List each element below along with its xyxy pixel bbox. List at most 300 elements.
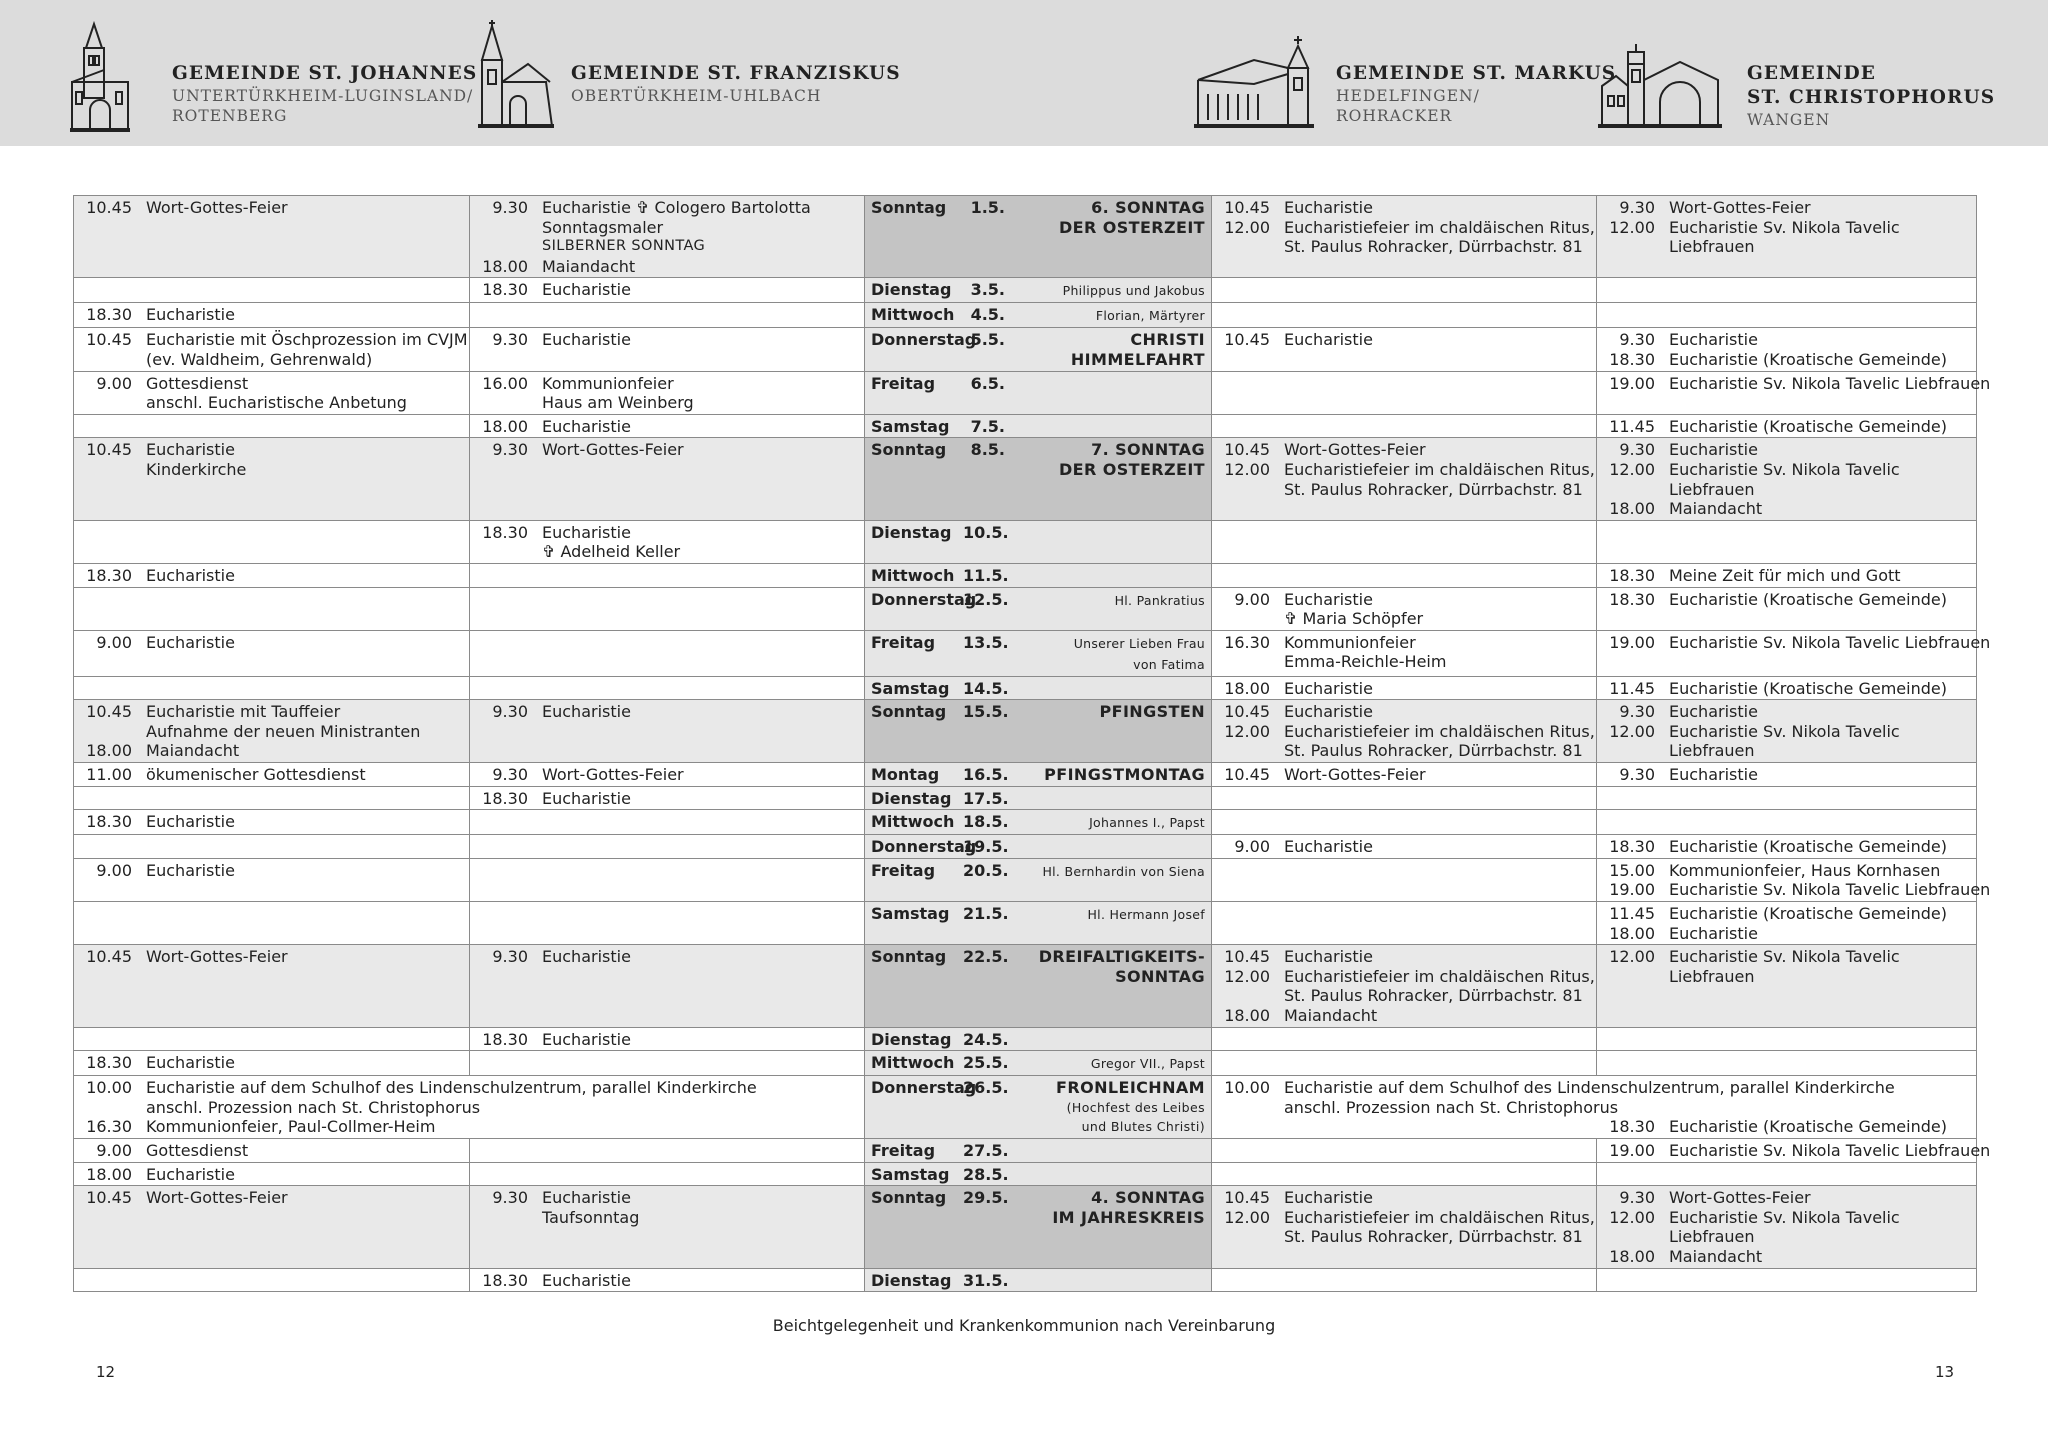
feast-line: CHRISTI xyxy=(1130,330,1205,350)
event-entry xyxy=(1218,609,1590,629)
event-title: Eucharistie auf dem Schulhof des Lindenschulzentrum, parallel Kinderkirche xyxy=(146,1078,757,1098)
event-entry xyxy=(1603,837,1970,857)
feast-label xyxy=(1005,1078,1205,1137)
parish-name: GEMEINDE xyxy=(1747,63,1876,84)
event-entry xyxy=(1218,330,1590,350)
event-entry xyxy=(1218,459,1595,480)
event-entry xyxy=(1603,198,1970,218)
event-title: Eucharistie xyxy=(146,305,235,325)
st-franziskus-cell xyxy=(470,328,865,371)
parish-place: UNTERTÜRKHEIM-LUGINSLAND/ xyxy=(172,87,474,105)
st-markus-cell xyxy=(1212,945,1597,1027)
date-cell xyxy=(865,278,1212,303)
st-franziskus-cell xyxy=(470,810,865,835)
event-time: 9.30 xyxy=(492,330,528,350)
event-entry xyxy=(476,1030,858,1050)
event-title: Liebfrauen xyxy=(1669,741,1755,761)
event-title: Eucharistie xyxy=(542,416,631,436)
date-cell xyxy=(865,1076,1212,1139)
event-title: Wort-Gottes-Feier xyxy=(1669,198,1811,217)
st-johannes-cell xyxy=(74,196,470,278)
event-time: 10.45 xyxy=(86,947,132,967)
church-spire-icon xyxy=(470,16,556,134)
event-title: Kommunionfeier xyxy=(1284,632,1416,652)
event-entry xyxy=(1603,632,1991,653)
event-entry xyxy=(476,374,858,394)
event-title: Eucharistiefeier im chaldäischen Ritus, xyxy=(1284,217,1595,237)
schedule-row xyxy=(74,902,1977,945)
schedule-row xyxy=(74,278,1977,303)
event-time: 9.00 xyxy=(96,373,132,393)
event-title: Eucharistie xyxy=(1284,198,1373,217)
event-title: Eucharistie xyxy=(146,1164,235,1184)
st-johannes-cell xyxy=(74,810,470,835)
event-entry xyxy=(80,1141,463,1161)
st-johannes-cell xyxy=(74,371,470,414)
st-johannes-cell xyxy=(74,563,470,587)
date-cell xyxy=(865,587,1212,630)
event-entry xyxy=(1603,1247,1970,1267)
event-entry xyxy=(1603,566,1970,586)
date: 7.5. xyxy=(970,416,1005,436)
feast-line: Hl. Hermann Josef xyxy=(1087,907,1205,923)
event-time: 11.00 xyxy=(86,765,132,785)
st-johannes-cell xyxy=(74,945,470,1027)
event-time: 16.00 xyxy=(482,373,528,393)
date: 31.5. xyxy=(963,1270,1009,1290)
event-entry xyxy=(80,566,463,586)
st-franziskus-cell xyxy=(470,1051,865,1076)
schedule-row xyxy=(74,835,1977,859)
event-entry xyxy=(1218,966,1595,987)
st-johannes-cell xyxy=(74,700,470,763)
st-franziskus-cell xyxy=(470,786,865,810)
feast-line: PFINGSTEN xyxy=(1099,702,1205,722)
st-franziskus-cell xyxy=(470,858,865,901)
event-entry xyxy=(1603,440,1970,460)
st-johannes-cell xyxy=(74,1268,470,1292)
st-markus-cell xyxy=(1212,630,1597,676)
date-cell xyxy=(865,1138,1212,1162)
event-entry xyxy=(1603,679,1970,699)
event-entry xyxy=(476,330,858,350)
event-time: 18.00 xyxy=(482,416,528,436)
date: 3.5. xyxy=(970,280,1005,300)
st-markus-cell xyxy=(1212,520,1597,563)
event-entry xyxy=(80,1078,858,1098)
st-christophorus-cell xyxy=(1597,1268,1977,1292)
weekday: Freitag xyxy=(871,860,936,880)
christophorus-extra xyxy=(1603,1117,1970,1137)
schedule-row xyxy=(74,700,1977,763)
event-time: 18.00 xyxy=(1609,499,1655,519)
event-title: St. Paulus Rohracker, Dürrbachstr. 81 xyxy=(1284,1227,1583,1247)
event-time: 10.45 xyxy=(1224,330,1270,350)
event-title: Wort-Gottes-Feier xyxy=(1284,765,1426,785)
event-time: 9.30 xyxy=(1619,1188,1655,1208)
feast-label xyxy=(1005,904,1205,925)
date-cell xyxy=(865,438,1212,520)
event-entry xyxy=(80,722,463,742)
st-johannes-franziskus-cell xyxy=(74,1076,865,1139)
st-johannes-cell xyxy=(74,278,470,303)
schedule-row xyxy=(74,303,1977,328)
weekday: Donnerstag xyxy=(871,1078,977,1098)
parish-st-franziskus xyxy=(571,62,901,106)
date: 10.5. xyxy=(963,522,1009,542)
st-franziskus-cell xyxy=(470,630,865,676)
event-entry xyxy=(476,1208,858,1228)
event-title: Eucharistie xyxy=(1669,440,1758,460)
st-christophorus-cell xyxy=(1597,858,1991,901)
st-christophorus-cell xyxy=(1597,630,1991,676)
event-entry xyxy=(1218,1207,1595,1228)
st-christophorus-cell xyxy=(1597,763,1977,787)
date-cell xyxy=(865,810,1212,835)
event-time: 18.30 xyxy=(86,812,132,832)
event-title: Eucharistie xyxy=(146,440,235,460)
event-title: Eucharistie (Kroatische Gemeinde) xyxy=(1669,1117,1947,1137)
event-title: anschl. Prozession nach St. Christophorus xyxy=(146,1097,481,1117)
event-time: 12.00 xyxy=(1609,459,1655,479)
feast-line: DER OSTERZEIT xyxy=(1059,459,1205,479)
event-title: Eucharistie xyxy=(542,702,631,722)
event-entry xyxy=(80,330,468,350)
schedule-row xyxy=(74,676,1977,700)
event-time: 12.00 xyxy=(1224,966,1270,986)
event-time: 9.30 xyxy=(1619,330,1655,350)
st-markus-cell xyxy=(1212,563,1597,587)
st-franziskus-cell xyxy=(470,763,865,787)
schedule-table xyxy=(73,195,1991,1292)
event-title: Kinderkirche xyxy=(146,459,247,479)
parish-place: ROTENBERG xyxy=(172,107,288,125)
st-johannes-cell xyxy=(74,414,470,438)
page-number-right: 13 xyxy=(1935,1363,1955,1381)
weekday: Dienstag xyxy=(871,788,952,808)
event-entry xyxy=(1218,440,1590,460)
date-cell xyxy=(865,328,1212,371)
event-time: 18.30 xyxy=(1609,349,1655,369)
schedule-row xyxy=(74,1076,1977,1139)
event-entry xyxy=(1603,218,1970,238)
st-franziskus-cell xyxy=(470,835,865,859)
event-title: Eucharistie xyxy=(542,947,631,967)
event-entry xyxy=(80,741,463,761)
date-cell xyxy=(865,196,1212,278)
parish-name: GEMEINDE ST. MARKUS xyxy=(1336,63,1617,84)
event-title: St. Paulus Rohracker, Dürrbachstr. 81 xyxy=(1284,479,1583,499)
event-time xyxy=(1603,967,1655,987)
event-entry xyxy=(476,237,858,257)
event-entry xyxy=(1603,373,1991,394)
date-cell xyxy=(865,1162,1212,1186)
event-time xyxy=(476,218,528,238)
st-christophorus-cell xyxy=(1597,587,1977,630)
weekday: Sonntag xyxy=(871,1188,947,1208)
st-johannes-cell xyxy=(74,902,470,945)
schedule-row xyxy=(74,328,1977,371)
event-entry xyxy=(1218,947,1590,967)
event-entry xyxy=(80,393,463,413)
event-time: 12.00 xyxy=(1224,459,1270,479)
event-title: Eucharistie (Kroatische Gemeinde) xyxy=(1669,349,1947,369)
event-title: Eucharistie Sv. Nikola Tavelic xyxy=(1669,947,1900,967)
event-title: Eucharistie xyxy=(1669,702,1758,722)
event-time: 10.00 xyxy=(86,1078,132,1098)
event-entry xyxy=(80,947,463,967)
st-johannes-cell xyxy=(74,438,470,520)
st-johannes-cell xyxy=(74,1162,470,1186)
event-entry xyxy=(1218,741,1590,761)
event-entry xyxy=(1218,1098,1970,1118)
event-time: 9.30 xyxy=(492,702,528,722)
feast-label xyxy=(1005,198,1205,237)
date-cell xyxy=(865,371,1212,414)
event-title: Liebfrauen xyxy=(1669,479,1755,499)
weekday: Sonntag xyxy=(871,440,947,460)
st-franziskus-cell xyxy=(470,1268,865,1292)
event-entry xyxy=(80,198,463,218)
event-title: Eucharistie xyxy=(542,1188,631,1208)
event-title: Wort-Gottes-Feier xyxy=(1284,440,1426,460)
event-entry xyxy=(1603,350,1970,370)
date: 18.5. xyxy=(963,812,1009,832)
st-christophorus-cell xyxy=(1597,1051,1977,1076)
schedule-row xyxy=(74,196,1977,278)
event-time: 9.30 xyxy=(1619,440,1655,460)
st-franziskus-cell xyxy=(470,196,865,278)
st-christophorus-cell xyxy=(1597,1162,1977,1186)
event-title: Eucharistie xyxy=(1284,1188,1373,1208)
schedule-row xyxy=(74,1051,1977,1076)
date: 27.5. xyxy=(963,1140,1009,1160)
event-time: 12.00 xyxy=(1609,1207,1655,1227)
event-title: Maiandacht xyxy=(1669,499,1763,519)
event-time xyxy=(80,722,132,742)
schedule-row xyxy=(74,520,1977,563)
st-christophorus-cell xyxy=(1597,902,1977,945)
weekday: Montag xyxy=(871,765,940,785)
event-title: Wort-Gottes-Feier xyxy=(146,947,288,967)
event-title: Eucharistie (Kroatische Gemeinde) xyxy=(1669,416,1947,436)
st-johannes-cell xyxy=(74,858,470,901)
event-time: 18.00 xyxy=(1609,1246,1655,1266)
st-markus-cell xyxy=(1212,700,1597,763)
event-title: Eucharistie xyxy=(1284,330,1373,350)
date-cell xyxy=(865,303,1212,328)
event-title: Eucharistie xyxy=(1284,947,1373,967)
parish-st-markus xyxy=(1336,62,1616,126)
event-title: Kommunionfeier, Paul-Collmer-Heim xyxy=(146,1117,436,1137)
event-time: 9.30 xyxy=(492,765,528,785)
st-christophorus-cell xyxy=(1597,520,1977,563)
date: 15.5. xyxy=(963,702,1009,722)
date-cell xyxy=(865,763,1212,787)
parish-place: OBERTÜRKHEIM-UHLBACH xyxy=(571,87,822,105)
event-entry xyxy=(80,702,463,722)
event-time: 11.45 xyxy=(1609,904,1655,924)
event-entry xyxy=(80,765,463,785)
event-time xyxy=(1218,480,1270,500)
event-time: 18.30 xyxy=(482,1029,528,1049)
event-entry xyxy=(476,393,858,413)
st-markus-christophorus-cell xyxy=(1212,1076,1977,1139)
feast-line: SONNTAG xyxy=(1115,966,1205,986)
event-title: Eucharistie (Kroatische Gemeinde) xyxy=(1669,837,1947,857)
event-title: Eucharistie Sv. Nikola Tavelic Liebfrauen xyxy=(1669,1140,1991,1160)
church-tower-icon xyxy=(68,20,132,134)
parish-place: WANGEN xyxy=(1747,111,1831,129)
parish-name: GEMEINDE ST. FRANZISKUS xyxy=(571,63,901,84)
event-title: Meine Zeit für mich und Gott xyxy=(1669,565,1901,585)
st-markus-cell xyxy=(1212,1138,1597,1162)
event-entry xyxy=(476,1188,858,1208)
weekday: Dienstag xyxy=(871,280,952,300)
event-entry xyxy=(1603,741,1970,761)
date: 14.5. xyxy=(963,678,1009,698)
event-title: Eucharistie xyxy=(1284,589,1373,609)
feast-label xyxy=(1005,280,1205,301)
event-time: 9.30 xyxy=(1619,765,1655,785)
event-time: 18.30 xyxy=(1609,837,1655,857)
event-entry xyxy=(1603,1140,1991,1161)
event-time xyxy=(1603,237,1655,257)
st-franziskus-cell xyxy=(470,438,865,520)
event-time: 11.45 xyxy=(1609,678,1655,698)
event-title: St. Paulus Rohracker, Dürrbachstr. 81 xyxy=(1284,237,1583,257)
date-cell xyxy=(865,700,1212,763)
event-title: Taufsonntag xyxy=(542,1207,640,1227)
feast-line: DER OSTERZEIT xyxy=(1059,217,1205,237)
event-title: Maiandacht xyxy=(1669,1246,1763,1266)
date-cell xyxy=(865,676,1212,700)
st-christophorus-cell xyxy=(1597,328,1977,371)
event-time: 9.30 xyxy=(1619,702,1655,722)
schedule-row xyxy=(74,630,1977,676)
schedule-row xyxy=(74,858,1977,901)
date-cell xyxy=(865,414,1212,438)
event-time: 12.00 xyxy=(1609,721,1655,741)
weekday: Freitag xyxy=(871,632,936,652)
event-time: 18.30 xyxy=(86,565,132,585)
weekday: Sonntag xyxy=(871,198,947,217)
st-franziskus-cell xyxy=(470,371,865,414)
st-markus-cell xyxy=(1212,1186,1597,1268)
feast-label xyxy=(1005,702,1205,722)
date-cell xyxy=(865,520,1212,563)
event-entry xyxy=(1603,722,1970,742)
st-franziskus-cell xyxy=(470,902,865,945)
event-time: 10.00 xyxy=(1224,1078,1270,1098)
event-time: 18.00 xyxy=(1609,923,1655,943)
feast-line: PFINGSTMONTAG xyxy=(1044,765,1205,785)
event-title: Liebfrauen xyxy=(1669,966,1755,986)
event-title: Eucharistie xyxy=(542,1029,631,1049)
event-title: Eucharistie xyxy=(146,632,235,652)
event-entry xyxy=(1603,237,1970,257)
event-title: Wort-Gottes-Feier xyxy=(146,1188,288,1208)
st-christophorus-cell xyxy=(1597,196,1977,278)
st-johannes-cell xyxy=(74,786,470,810)
feast-line: 4. SONNTAG xyxy=(1091,1188,1205,1208)
event-time: 19.00 xyxy=(1609,632,1655,652)
st-franziskus-cell xyxy=(470,1186,865,1268)
st-franziskus-cell xyxy=(470,676,865,700)
weekday: Samstag xyxy=(871,416,950,436)
event-entry xyxy=(80,374,463,394)
event-entry xyxy=(476,1271,858,1291)
event-entry xyxy=(1603,460,1970,480)
weekday: Samstag xyxy=(871,678,950,698)
date-cell xyxy=(865,563,1212,587)
event-title: Eucharistie xyxy=(1284,702,1373,722)
st-markus-cell xyxy=(1212,786,1597,810)
date: 12.5. xyxy=(963,589,1009,609)
event-time: 10.45 xyxy=(1224,702,1270,722)
weekday: Sonntag xyxy=(871,947,947,967)
date: 28.5. xyxy=(963,1164,1009,1184)
event-entry xyxy=(1218,590,1590,610)
date-cell xyxy=(865,835,1212,859)
event-time xyxy=(476,1208,528,1228)
event-time: 10.45 xyxy=(86,440,132,460)
event-entry xyxy=(1218,1006,1590,1026)
weekday: Mittwoch xyxy=(871,565,955,585)
event-time: 18.30 xyxy=(1609,565,1655,585)
event-entry xyxy=(80,1188,463,1208)
st-johannes-cell xyxy=(74,1027,470,1051)
st-johannes-cell xyxy=(74,1138,470,1162)
event-time: 10.45 xyxy=(1224,440,1270,460)
event-time xyxy=(1218,741,1270,761)
event-time: 18.00 xyxy=(86,1164,132,1184)
event-title: ✞ Adelheid Keller xyxy=(542,542,681,562)
event-entry xyxy=(80,1098,858,1118)
st-christophorus-cell xyxy=(1597,835,1977,859)
feast-line: Hl. Bernhardin von Siena xyxy=(1042,863,1205,879)
event-time: 12.00 xyxy=(1224,1207,1270,1227)
st-franziskus-cell xyxy=(470,587,865,630)
event-time xyxy=(1603,480,1655,500)
event-time: 19.00 xyxy=(1609,373,1655,393)
weekday: Freitag xyxy=(871,373,936,393)
date: 13.5. xyxy=(963,632,1009,652)
event-entry xyxy=(80,460,463,480)
event-time: 18.00 xyxy=(86,741,132,761)
event-entry xyxy=(1603,967,1970,987)
st-markus-cell xyxy=(1212,371,1597,414)
date-cell xyxy=(865,1268,1212,1292)
st-johannes-cell xyxy=(74,763,470,787)
st-franziskus-cell xyxy=(470,700,865,763)
event-time: 12.00 xyxy=(1224,217,1270,237)
feast-label xyxy=(1005,765,1205,785)
event-time: 12.00 xyxy=(1609,947,1655,967)
event-entry xyxy=(1603,880,1991,900)
event-title: Eucharistie xyxy=(146,565,235,585)
event-title: Eucharistie xyxy=(146,1053,235,1073)
event-title: Sonntagsmaler xyxy=(542,217,664,237)
event-entry xyxy=(1218,480,1590,500)
st-franziskus-cell xyxy=(470,303,865,328)
event-entry xyxy=(1218,1227,1590,1247)
event-entry xyxy=(80,1117,858,1137)
date: 20.5. xyxy=(963,860,1009,880)
event-time: 16.30 xyxy=(1224,632,1270,652)
date-cell xyxy=(865,630,1212,676)
st-markus-cell xyxy=(1212,196,1597,278)
